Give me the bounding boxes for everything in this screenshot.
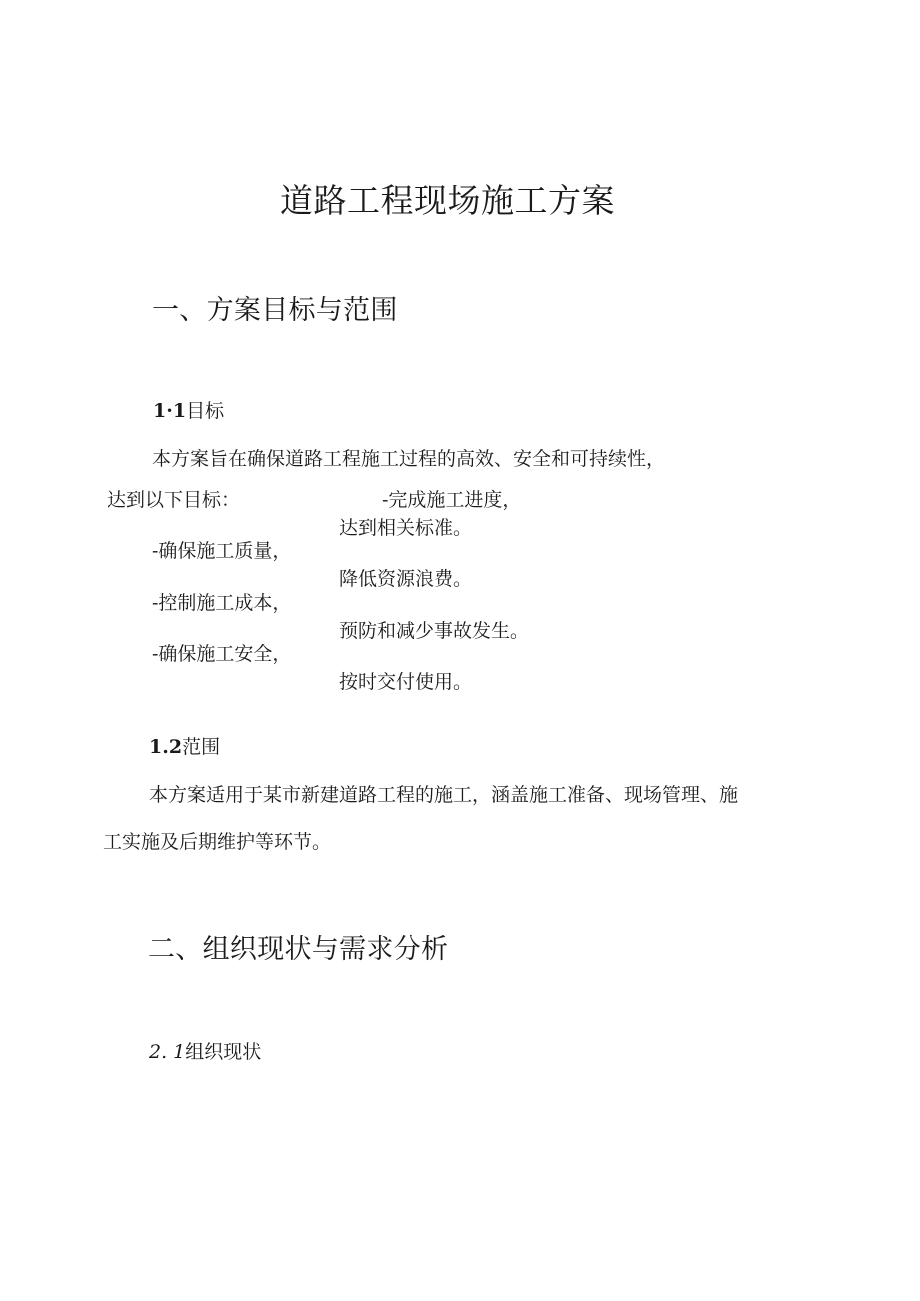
subsection-title: 目标 bbox=[186, 400, 225, 422]
subsection-number: 1·1 bbox=[153, 400, 187, 422]
subsection-number: 1.2 bbox=[149, 736, 183, 758]
document-title: 道路工程现场施工方案 bbox=[280, 181, 615, 220]
goal-item: -完成施工进度， bbox=[382, 489, 522, 511]
goal-detail: 按时交付使用。 bbox=[339, 671, 473, 693]
subsection-2-1-heading bbox=[149, 1043, 261, 1062]
section-2-heading: 二、组织现状与需求分析 bbox=[148, 934, 449, 965]
goal-lead-text: 达到以下目标： bbox=[107, 489, 241, 511]
goal-intro-text: 本方案旨在确保道路工程施工过程的高效、安全和可持续性， bbox=[152, 448, 666, 470]
scope-paragraph-line: 本方案适用于某市新建道路工程的施工，涵盖施工准备、现场管理、施 bbox=[149, 784, 739, 806]
scope-paragraph-line: 工实施及后期维护等环节。 bbox=[103, 831, 332, 853]
goal-detail: 降低资源浪费。 bbox=[339, 568, 473, 590]
goal-item: -确保施工安全， bbox=[152, 643, 292, 665]
subsection-number: 2. 1 bbox=[149, 1041, 186, 1063]
subsection-title: 范围 bbox=[182, 736, 221, 758]
subsection-title: 组织现状 bbox=[185, 1041, 262, 1063]
goal-detail: 达到相关标准。 bbox=[339, 517, 473, 539]
goal-item: -控制施工成本， bbox=[152, 592, 292, 614]
subsection-1-1-heading bbox=[153, 402, 224, 421]
section-1-heading: 一、方案目标与范围 bbox=[152, 295, 398, 326]
subsection-1-2-heading bbox=[149, 738, 220, 757]
goal-detail: 预防和减少事故发生。 bbox=[339, 620, 530, 642]
goal-item: -确保施工质量， bbox=[152, 540, 292, 562]
